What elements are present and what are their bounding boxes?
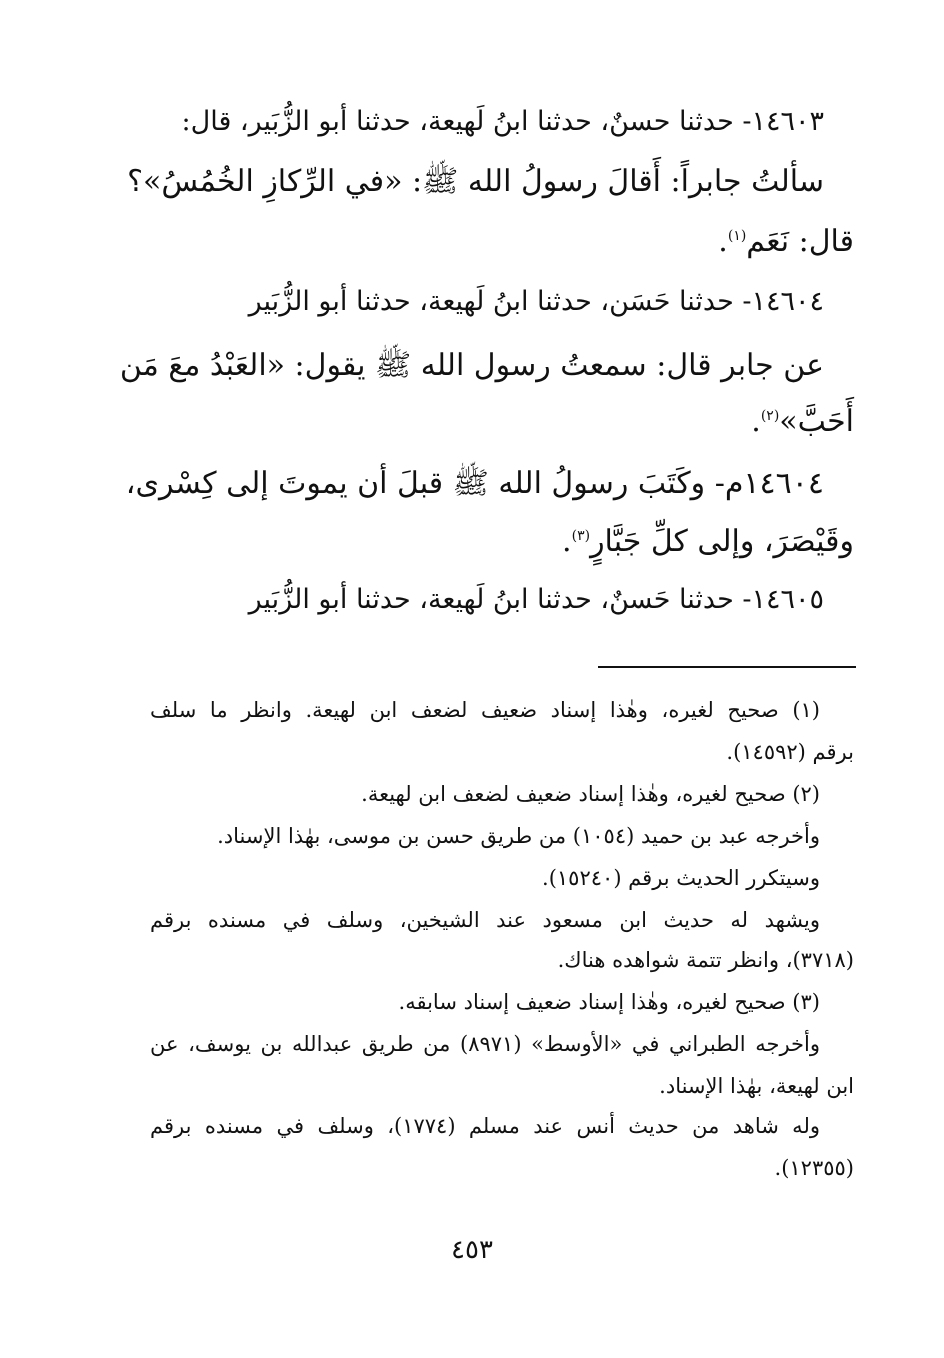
footnote-ref-2: (٢)	[760, 408, 780, 424]
footnote-ref-1: (١)	[727, 228, 747, 244]
footnote-3-line-5: (١٢٣٥٥).	[774, 1156, 854, 1180]
footnote-2-line-2: وأخرجه عبد بن حميد (١٠٥٤) من طريق حسن بن موسى، بهٰذا الإسناد.	[217, 824, 820, 848]
hadith-14603-line-2: سألتُ جابراً: أَقالَ رسولُ الله ﷺ: «في الرِّكازِ الخُمُسُ»؟	[127, 164, 824, 199]
footnote-separator	[598, 666, 856, 668]
footnote-2-line-3: وسيتكرر الحديث برقم (١٥٢٤٠).	[542, 866, 820, 890]
footnote-2-line-1: (٢) صحيح لغيره، وهٰذا إسناد ضعيف لضعف ابن لهيعة.	[361, 782, 820, 806]
hadith-14604-end-text: أَحَبَّ»	[779, 404, 854, 439]
footnote-ref-3: (٣)	[571, 528, 591, 544]
hadith-14604-line-3	[751, 400, 854, 444]
hadith-14603-answer: قال: نَعَم	[746, 224, 854, 259]
footnote-3-line-4: وله شاهد من حديث أنس عند مسلم (١٧٧٤)، وسلف في مسنده برقم	[150, 1114, 820, 1138]
footnote-3-line-2: وأخرجه الطبراني في «الأوسط» (٨٩٧١) من طريق عبدالله بن يوسف، عن	[150, 1032, 821, 1056]
hadith-14603-period: .	[718, 224, 728, 259]
hadith-14604-line-1: ١٤٦٠٤- حدثنا حَسَن، حدثنا ابنُ لَهيعة، حدثنا أبو الزُّبَير	[248, 286, 824, 317]
hadith-14604-period: .	[751, 404, 761, 439]
hadith-14605-line-1: ١٤٦٠٥- حدثنا حَسنٌ، حدثنا ابنُ لَهيعة، حدثنا أبو الزُّبَير	[248, 584, 824, 615]
footnote-2-line-5: (٣٧١٨)، وانظر تتمة شواهده هناك.	[557, 948, 854, 972]
hadith-14604m-period: .	[562, 524, 572, 559]
hadith-14603-line-3	[718, 220, 854, 264]
footnote-3-line-1: (٣) صحيح لغيره، وهٰذا إسناد ضعيف إسناد سابقه.	[398, 990, 820, 1014]
footnote-3-line-3: ابن لهيعة، بهٰذا الإسناد.	[659, 1074, 854, 1098]
hadith-14604m-line-1: ١٤٦٠٤م- وكَتَبَ رسولُ الله ﷺ قبلَ أن يموتَ إلى كِسْرى،	[125, 466, 824, 501]
hadith-14604m-line-2	[562, 520, 854, 564]
footnote-2-line-4: ويشهد له حديث ابن مسعود عند الشيخين، وسلف في مسنده برقم	[150, 908, 820, 932]
hadith-14604m-end-text: وقَيْصَرَ، وإلى كلِّ جَبَّارٍ	[590, 524, 854, 559]
page-number: ٤٥٣	[451, 1235, 493, 1265]
footnote-1-line-1: (١) صحيح لغيره، وهٰذا إسناد ضعيف لضعف ابن لهيعة. وانظر ما سلف	[150, 698, 820, 722]
footnote-1-line-2: برقم (١٤٥٩٢).	[726, 740, 854, 764]
hadith-14604-line-2: عن جابر قال: سمعتُ رسول الله ﷺ يقول: «العَبْدُ معَ مَن	[119, 348, 824, 383]
hadith-14603-line-1: ١٤٦٠٣- حدثنا حسنٌ، حدثنا ابنُ لَهيعة، حدثنا أبو الزُّبَير، قال:	[181, 106, 824, 137]
